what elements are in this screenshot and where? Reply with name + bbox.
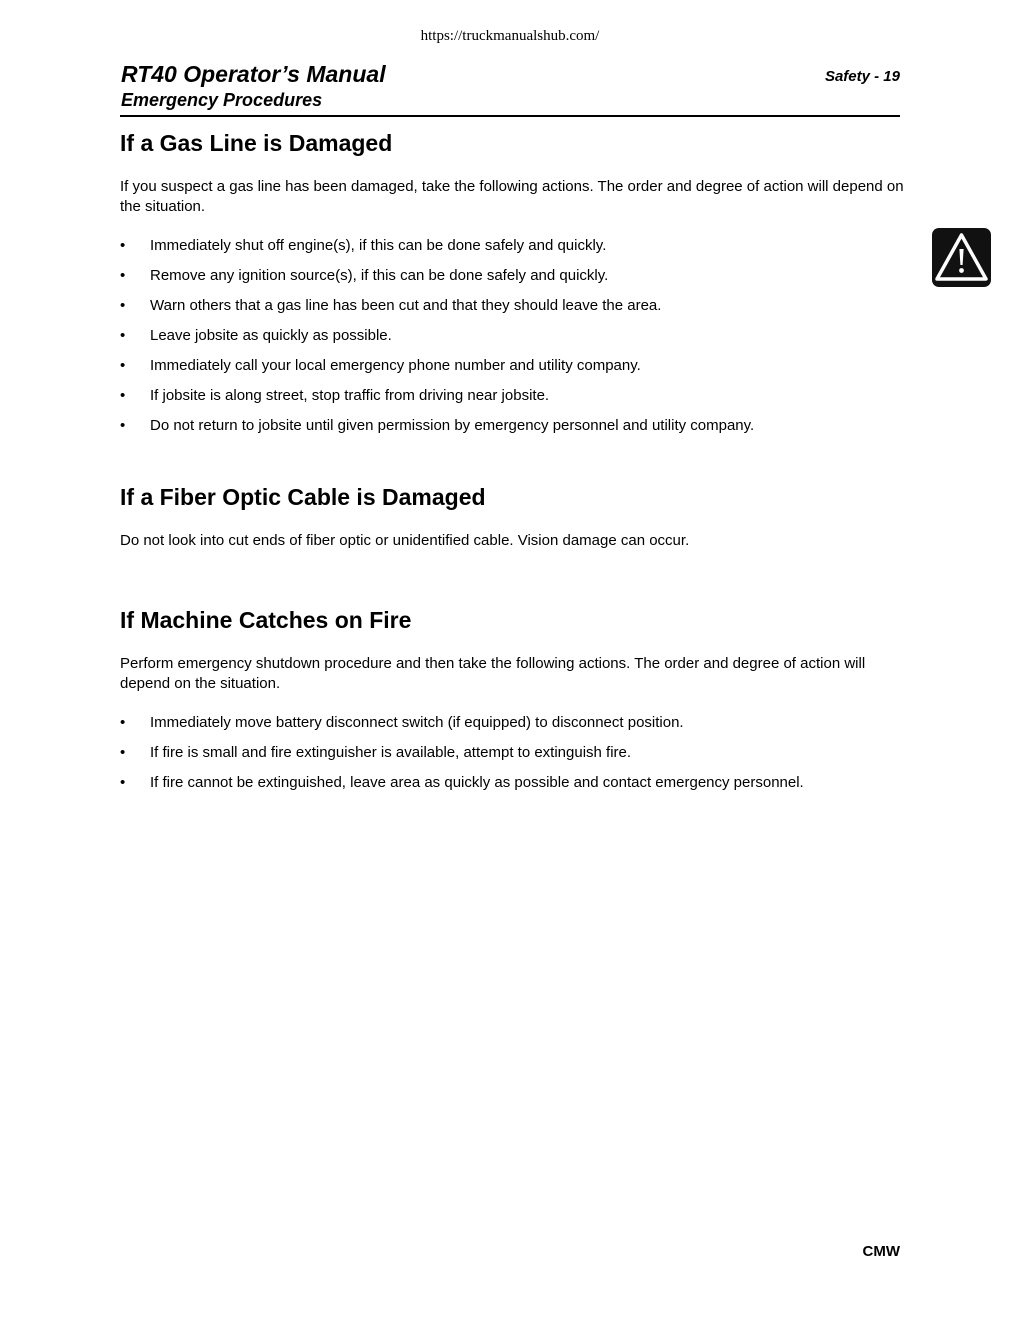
list-item: • Leave jobsite as quickly as possible. xyxy=(120,326,905,346)
list-item: • Remove any ignition source(s), if this can be done safely and quickly. xyxy=(120,266,905,286)
machine-fire-section xyxy=(120,604,905,793)
list-item: • If fire cannot be extinguished, leave area as quickly as possible and contact emergency personnel. xyxy=(120,773,905,793)
bullet-list xyxy=(120,713,905,793)
list-item: • Immediately move battery disconnect switch (if equipped) to disconnect position. xyxy=(120,713,905,733)
section-intro: Perform emergency shutdown procedure and then take the following actions. The order and degree of action will depend on the situation. xyxy=(120,655,866,692)
source-url: https://truckmanualshub.com/ xyxy=(420,28,600,44)
list-item: • If fire is small and fire extinguisher is available, attempt to extinguish fire. xyxy=(120,743,905,763)
bullet-list xyxy=(120,236,905,436)
manual-title: RT40 Operator’s Manual xyxy=(121,61,386,87)
section-heading: If a Fiber Optic Cable is Damaged xyxy=(120,484,486,510)
fiber-optic-section xyxy=(120,481,905,551)
list-item: • Immediately call your local emergency phone number and utility company. xyxy=(120,356,905,376)
list-item: • If jobsite is along street, stop traffic from driving near jobsite. xyxy=(120,386,905,406)
section-heading: If Machine Catches on Fire xyxy=(120,607,412,633)
page-content xyxy=(120,127,905,803)
gas-line-section xyxy=(120,127,905,436)
list-item: • Immediately shut off engine(s), if this can be done safely and quickly. xyxy=(120,236,905,256)
section-intro: Do not look into cut ends of fiber optic or unidentified cable. Vision damage can occur. xyxy=(120,532,690,549)
header-divider xyxy=(120,115,900,117)
warning-triangle-icon xyxy=(931,227,992,288)
section-heading: If a Gas Line is Damaged xyxy=(120,130,393,156)
page-reference: Safety - 19 xyxy=(824,68,900,85)
section-intro: If you suspect a gas line has been damaged, take the following actions. The order and degree of action will depend on the situation. xyxy=(120,178,904,215)
footer-label: CMW xyxy=(862,1243,900,1260)
list-item: • Do not return to jobsite until given permission by emergency personnel and utility company. xyxy=(120,416,905,436)
list-item: • Warn others that a gas line has been cut and that they should leave the area. xyxy=(120,296,905,316)
section-subtitle: Emergency Procedures xyxy=(121,90,323,110)
